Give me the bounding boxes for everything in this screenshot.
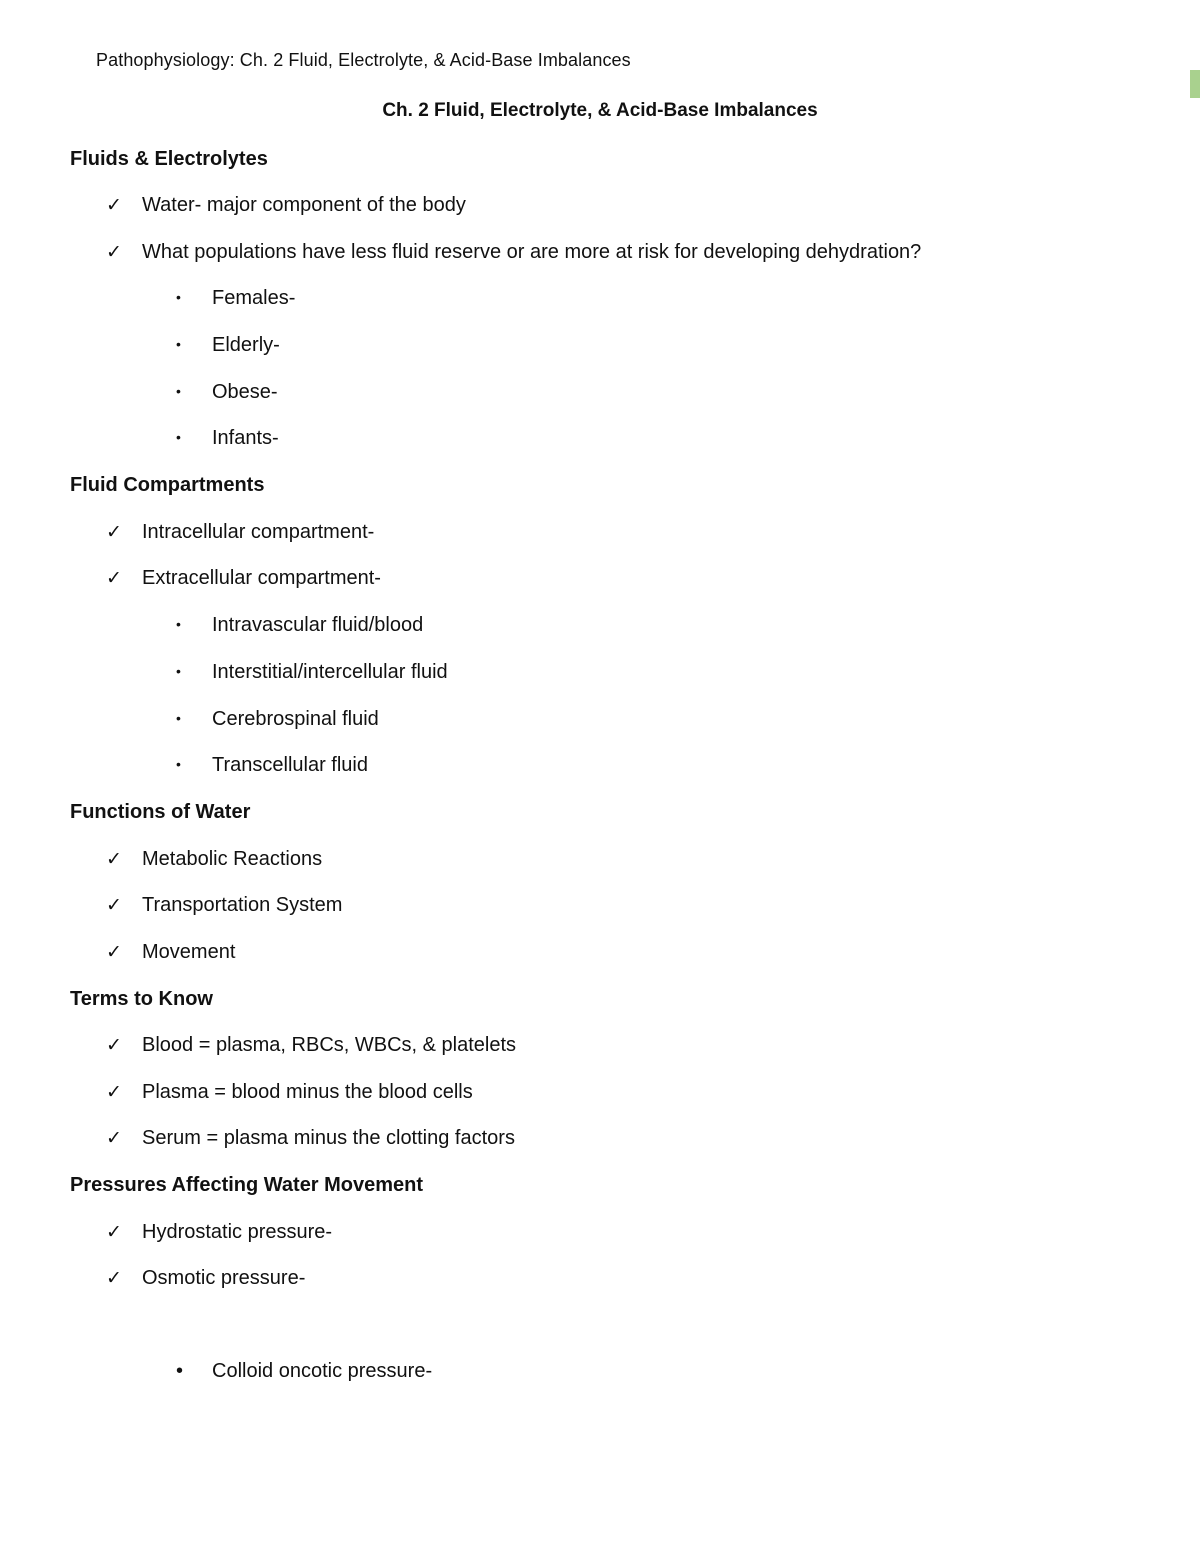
checkmark-icon: ✓	[106, 568, 122, 589]
running-header: Pathophysiology: Ch. 2 Fluid, Electrolyte, & Acid-Base Imbalances	[96, 50, 631, 70]
checklist-item	[106, 566, 381, 591]
item-text: Colloid oncotic pressure-	[212, 1360, 433, 1382]
checklist-item	[106, 193, 466, 218]
checklist-item	[106, 240, 921, 265]
checklist-item	[106, 1126, 515, 1151]
item-text: Intravascular fluid/blood	[212, 614, 424, 636]
section-heading-terms: Terms to Know	[70, 988, 213, 1010]
checkmark-icon: ✓	[106, 195, 122, 216]
bullet-icon: •	[176, 663, 181, 679]
bullet-icon: •	[176, 1360, 184, 1382]
item-text: Transcellular fluid	[212, 754, 368, 776]
checklist-item	[106, 520, 374, 545]
item-text: Plasma = blood minus the blood cells	[142, 1081, 473, 1103]
checkmark-icon: ✓	[106, 849, 122, 870]
item-text: Osmotic pressure-	[142, 1267, 306, 1289]
item-text: Extracellular compartment-	[142, 567, 381, 589]
checkmark-icon: ✓	[106, 1082, 122, 1103]
checkmark-icon: ✓	[106, 1035, 122, 1056]
item-text: Interstitial/intercellular fluid	[212, 661, 448, 683]
checkmark-icon: ✓	[106, 1128, 122, 1149]
bullet-item	[176, 707, 379, 732]
checkmark-icon: ✓	[106, 242, 122, 263]
checklist-item	[106, 1080, 473, 1105]
item-text: Cerebrospinal fluid	[212, 708, 379, 730]
bullet-icon: •	[176, 756, 181, 772]
bullet-icon: •	[176, 289, 181, 305]
bullet-icon: •	[176, 336, 181, 352]
checklist-item	[106, 1266, 305, 1291]
checkmark-icon: ✓	[106, 1222, 122, 1243]
bullet-item	[176, 286, 295, 311]
checklist-item	[106, 893, 342, 918]
bullet-item	[176, 660, 448, 685]
item-text: Blood = plasma, RBCs, WBCs, & platelets	[142, 1034, 517, 1056]
bullet-icon: •	[176, 383, 181, 399]
bullet-item	[176, 380, 278, 405]
item-text: Water- major component of the body	[142, 194, 466, 216]
section-heading-fluids: Fluids & Electrolytes	[70, 148, 268, 170]
bullet-icon: •	[176, 429, 181, 445]
checkmark-icon: ✓	[106, 522, 122, 543]
section-heading-functions: Functions of Water	[70, 801, 251, 823]
item-text: Movement	[142, 941, 236, 963]
item-text: Serum = plasma minus the clotting factors	[142, 1127, 515, 1149]
checkmark-icon: ✓	[106, 942, 122, 963]
checklist-item	[106, 940, 235, 965]
document-title: Ch. 2 Fluid, Electrolyte, & Acid-Base Imbalances	[382, 100, 818, 121]
checklist-item	[106, 1220, 332, 1245]
checkmark-icon: ✓	[106, 895, 122, 916]
bullet-item	[176, 426, 279, 451]
checklist-item	[106, 847, 322, 872]
bullet-item	[176, 1359, 432, 1383]
section-heading-pressures: Pressures Affecting Water Movement	[70, 1174, 424, 1196]
item-text: Hydrostatic pressure-	[142, 1221, 333, 1243]
section-heading-compartments: Fluid Compartments	[70, 474, 265, 496]
item-text: Transportation System	[142, 894, 343, 916]
bullet-item	[176, 613, 423, 638]
item-text: Elderly-	[212, 334, 280, 356]
item-text: Metabolic Reactions	[142, 848, 323, 870]
bullet-icon: •	[176, 616, 181, 632]
bullet-item	[176, 333, 280, 358]
item-text: Females-	[212, 287, 296, 309]
item-text: Infants-	[212, 427, 279, 449]
bullet-icon: •	[176, 710, 181, 726]
side-marker	[1190, 70, 1200, 98]
bullet-item	[176, 753, 368, 778]
checkmark-icon: ✓	[106, 1268, 122, 1289]
checklist-item	[106, 1033, 516, 1058]
item-text: What populations have less fluid reserve or are more at risk for developing dehydration?	[142, 241, 922, 263]
item-text: Intracellular compartment-	[142, 521, 375, 543]
item-text: Obese-	[212, 381, 278, 403]
